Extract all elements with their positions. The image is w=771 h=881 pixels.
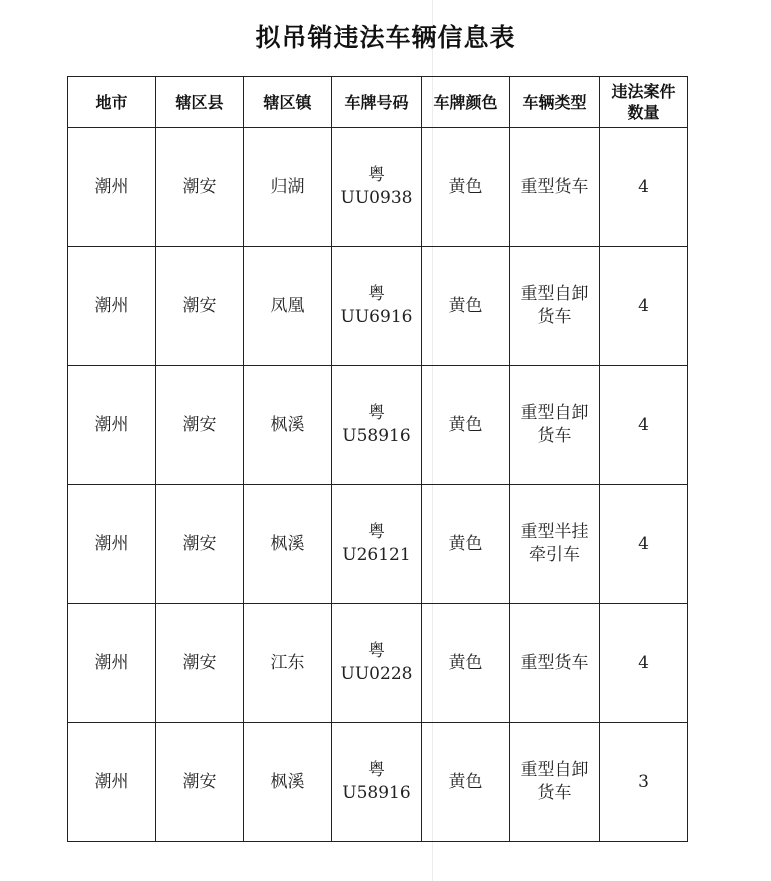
cell-vehicle-type: 重型自卸货车 — [510, 366, 600, 485]
header-plate-number: 车牌号码 — [332, 77, 422, 128]
page-title: 拟吊销违法车辆信息表 — [255, 23, 516, 52]
table-row — [68, 366, 688, 485]
cell-violation-count: 4 — [600, 604, 688, 723]
cell-plate-number: 粤U58916 — [332, 366, 422, 485]
cell-violation-count: 4 — [600, 366, 688, 485]
table-row — [68, 604, 688, 723]
cell-vehicle-type: 重型货车 — [510, 128, 600, 247]
header-plate-color: 车牌颜色 — [422, 77, 510, 128]
table-row — [68, 247, 688, 366]
cell-county: 潮安 — [156, 128, 244, 247]
table-row — [68, 485, 688, 604]
cell-city: 潮州 — [68, 366, 156, 485]
cell-town: 江东 — [244, 604, 332, 723]
cell-vehicle-type: 重型自卸货车 — [510, 247, 600, 366]
cell-city: 潮州 — [68, 128, 156, 247]
cell-county: 潮安 — [156, 723, 244, 842]
cell-plate-number: 粤UU0228 — [332, 604, 422, 723]
cell-town: 枫溪 — [244, 366, 332, 485]
cell-plate-number: 粤U58916 — [332, 723, 422, 842]
cell-violation-count: 4 — [600, 247, 688, 366]
cell-town: 枫溪 — [244, 723, 332, 842]
cell-plate-number: 粤UU0938 — [332, 128, 422, 247]
cell-county: 潮安 — [156, 366, 244, 485]
cell-plate-color: 黄色 — [422, 247, 510, 366]
header-town: 辖区镇 — [244, 77, 332, 128]
cell-town: 凤凰 — [244, 247, 332, 366]
cell-city: 潮州 — [68, 723, 156, 842]
cell-violation-count: 4 — [600, 485, 688, 604]
cell-plate-color: 黄色 — [422, 366, 510, 485]
cell-plate-number: 粤U26121 — [332, 485, 422, 604]
cell-vehicle-type: 重型自卸货车 — [510, 723, 600, 842]
header-county: 辖区县 — [156, 77, 244, 128]
table-row — [68, 128, 688, 247]
cell-violation-count: 4 — [600, 128, 688, 247]
header-city: 地市 — [68, 77, 156, 128]
cell-plate-color: 黄色 — [422, 128, 510, 247]
table-row — [68, 723, 688, 842]
vehicle-info-table — [67, 76, 688, 842]
cell-city: 潮州 — [68, 604, 156, 723]
cell-plate-color: 黄色 — [422, 723, 510, 842]
cell-plate-number: 粤UU6916 — [332, 247, 422, 366]
header-violation-count: 违法案件数量 — [600, 77, 688, 128]
cell-town: 归湖 — [244, 128, 332, 247]
cell-vehicle-type: 重型货车 — [510, 604, 600, 723]
cell-county: 潮安 — [156, 247, 244, 366]
cell-violation-count: 3 — [600, 723, 688, 842]
cell-county: 潮安 — [156, 604, 244, 723]
cell-plate-color: 黄色 — [422, 485, 510, 604]
table-header-row — [68, 77, 688, 128]
cell-city: 潮州 — [68, 485, 156, 604]
cell-city: 潮州 — [68, 247, 156, 366]
cell-vehicle-type: 重型半挂牵引车 — [510, 485, 600, 604]
cell-town: 枫溪 — [244, 485, 332, 604]
cell-county: 潮安 — [156, 485, 244, 604]
header-vehicle-type: 车辆类型 — [510, 77, 600, 128]
cell-plate-color: 黄色 — [422, 604, 510, 723]
